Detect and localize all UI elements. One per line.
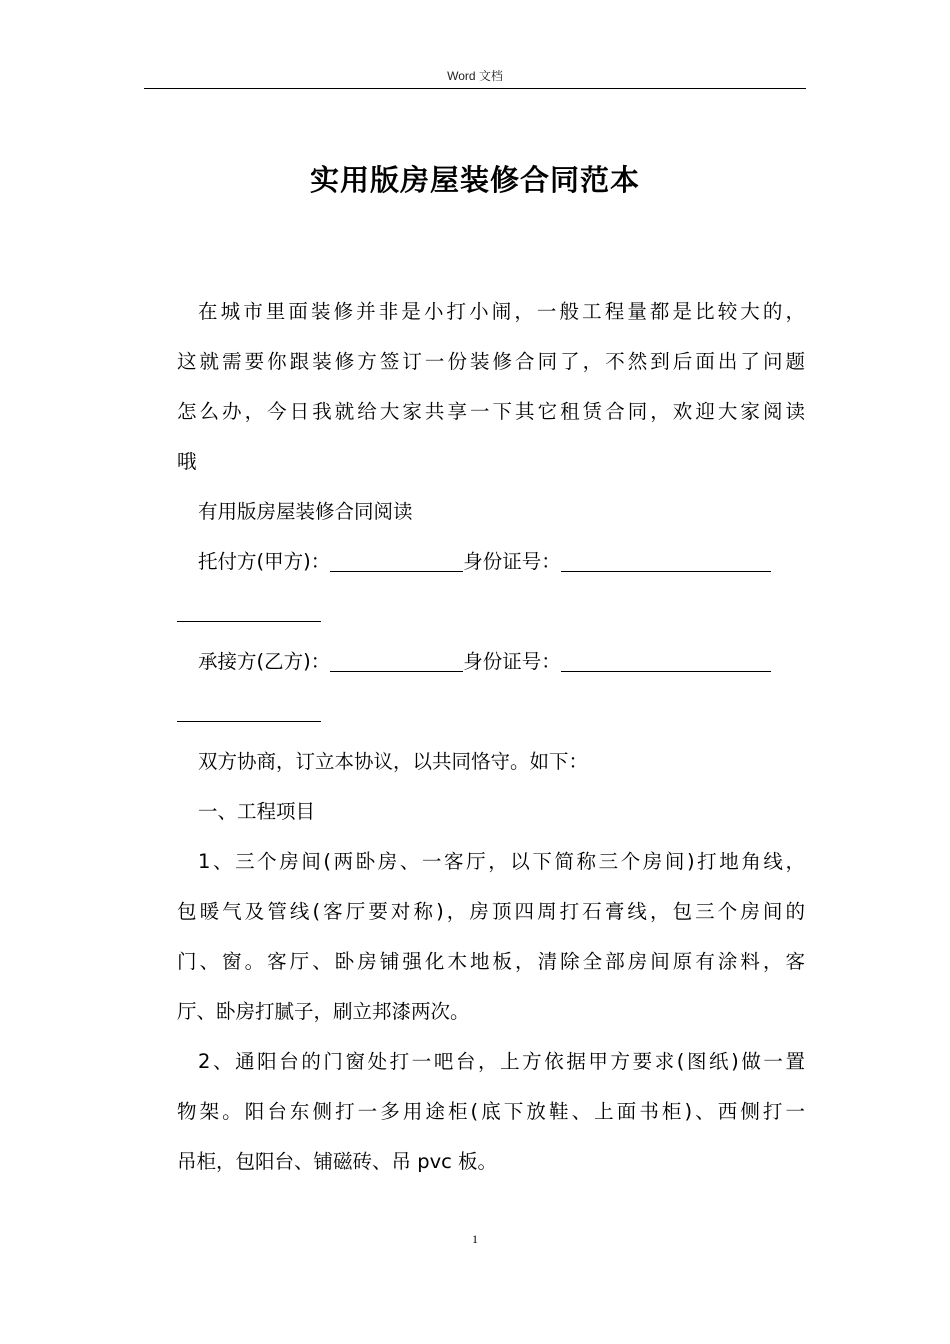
party-b-id-label: 身份证号：	[463, 650, 561, 673]
party-a-continuation-line	[177, 587, 805, 637]
party-b-id-blank-continued	[177, 699, 321, 722]
party-a-id-blank-continued	[177, 599, 321, 622]
party-a-line	[177, 537, 805, 587]
document-title: 实用版房屋装修合同范本	[309, 163, 640, 197]
party-a-name-blank	[330, 549, 463, 572]
page-number: 1	[472, 1232, 478, 1246]
party-b-name-blank	[330, 649, 463, 672]
party-a-label: 托付方(甲方)：	[198, 550, 331, 573]
item-2-line-3: 吊柜，包阳台、铺磁砖、吊 pvc 板。	[177, 1150, 498, 1173]
item-2-line-2: 物架。阳台东侧打一多用途柜(底下放鞋、上面书柜)、西侧打一	[177, 1100, 805, 1123]
header-rule	[144, 88, 806, 89]
item-1-line-2: 包暖气及管线(客厅要对称)，房顶四周打石膏线，包三个房间的	[177, 900, 805, 923]
party-b-line	[177, 637, 805, 687]
header-label: Word 文档	[447, 69, 503, 83]
section-1-heading: 一、工程项目	[198, 800, 316, 823]
section-1-item-1	[177, 837, 805, 1037]
party-a-id-label: 身份证号：	[463, 550, 561, 573]
item-1-line-4: 厅、卧房打腻子，刷立邦漆两次。	[177, 1000, 470, 1023]
item-1-line-1: 1、三个房间(两卧房、一客厅，以下简称三个房间)打地角线，	[198, 850, 805, 873]
intro-line-4: 哦	[177, 450, 197, 473]
party-b-id-blank	[561, 649, 771, 672]
party-b-label: 承接方(乙方)：	[198, 650, 331, 673]
party-a-block	[177, 537, 805, 637]
intro-line-3: 怎么办，今日我就给大家共享一下其它租赁合同，欢迎大家阅读	[177, 400, 805, 423]
party-b-block	[177, 637, 805, 737]
section-1-item-2	[177, 1037, 805, 1187]
agreement-line: 双方协商，订立本协议，以共同恪守。如下：	[198, 750, 589, 773]
intro-line-1: 在城市里面装修并非是小打小闹，一般工程量都是比较大的，	[198, 300, 805, 323]
item-2-line-1: 2、通阳台的门窗处打一吧台，上方依据甲方要求(图纸)做一置	[198, 1050, 805, 1073]
subtitle-line: 有用版房屋装修合同阅读	[198, 500, 413, 523]
document-body	[177, 287, 805, 1187]
intro-paragraph	[177, 287, 805, 487]
item-1-line-3: 门、窗。客厅、卧房铺强化木地板，清除全部房间原有涂料，客	[177, 950, 805, 973]
party-a-id-blank	[561, 549, 771, 572]
intro-line-2: 这就需要你跟装修方签订一份装修合同了，不然到后面出了问题	[177, 350, 805, 373]
party-b-continuation-line	[177, 687, 805, 737]
